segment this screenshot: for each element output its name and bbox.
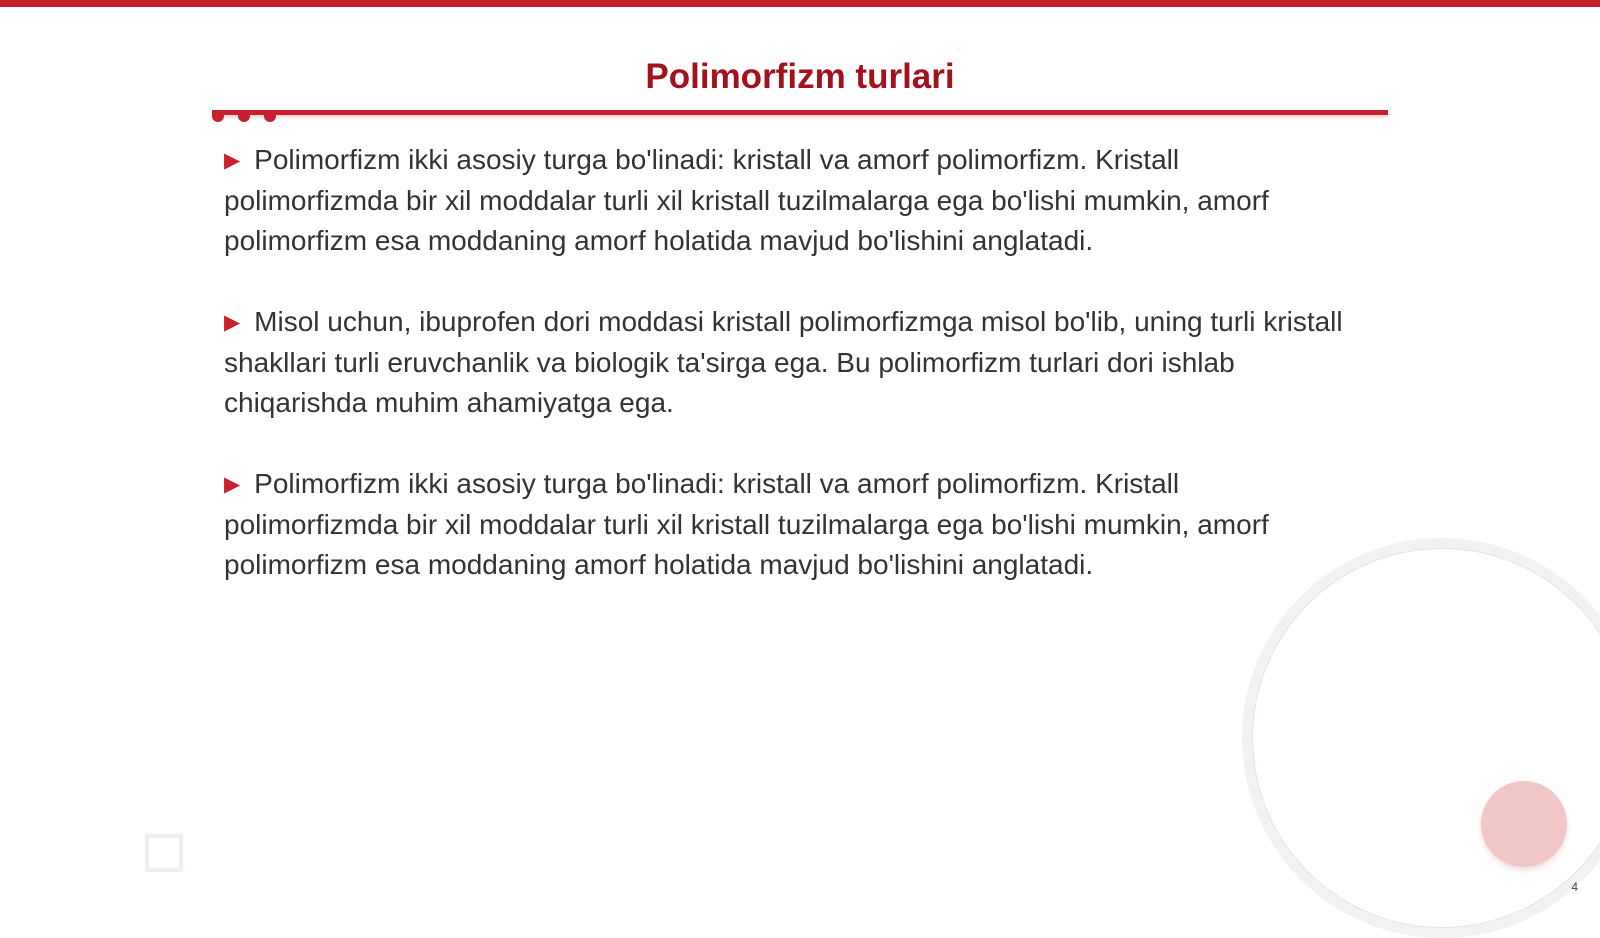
decorative-circle [1481,781,1567,867]
bullet-text: Polimorfizm ikki asosiy turga bo'linadi: kristall va amorf polimorfizm. Kristall polimorfizmda bir xil moddalar turli xil kristall tuzilmalarga ega bo'lishi mumkin, amorf polimorfizm esa moddaning amorf holatida mavjud bo'lishini anglatadi. [224,144,1269,256]
triangle-right-icon: ▶ [224,311,241,334]
bullet-list [224,140,1354,626]
title-underline [212,110,1388,115]
bullet-item [224,464,1354,585]
underline-dot [212,110,224,122]
triangle-right-icon: ▶ [224,473,241,496]
bullet-item [224,302,1354,423]
decorative-square [145,834,183,872]
triangle-right-icon: ▶ [224,149,241,172]
bullet-text: Polimorfizm ikki asosiy turga bo'linadi: kristall va amorf polimorfizm. Kristall polimorfizmda bir xil moddalar turli xil kristall tuzilmalarga ega bo'lishi mumkin, amorf polimorfizm esa moddaning amorf holatida mavjud bo'lishini anglatadi. [224,468,1269,580]
top-accent-bar [0,0,1600,7]
underline-dot [264,110,276,122]
bullet-item [224,140,1354,261]
slide-title: Polimorfizm turlari [645,57,955,96]
bullet-text: Misol uchun, ibuprofen dori moddasi kristall polimorfizmga misol bo'lib, uning turli kristall shakllari turli eruvchanlik va biologik ta'sirga ega. Bu polimorfizm turlari dori ishlab chiqarishda muhim ahamiyatga ega. [224,306,1343,418]
underline-dot [238,110,250,122]
page-number: 4 [1571,880,1578,894]
